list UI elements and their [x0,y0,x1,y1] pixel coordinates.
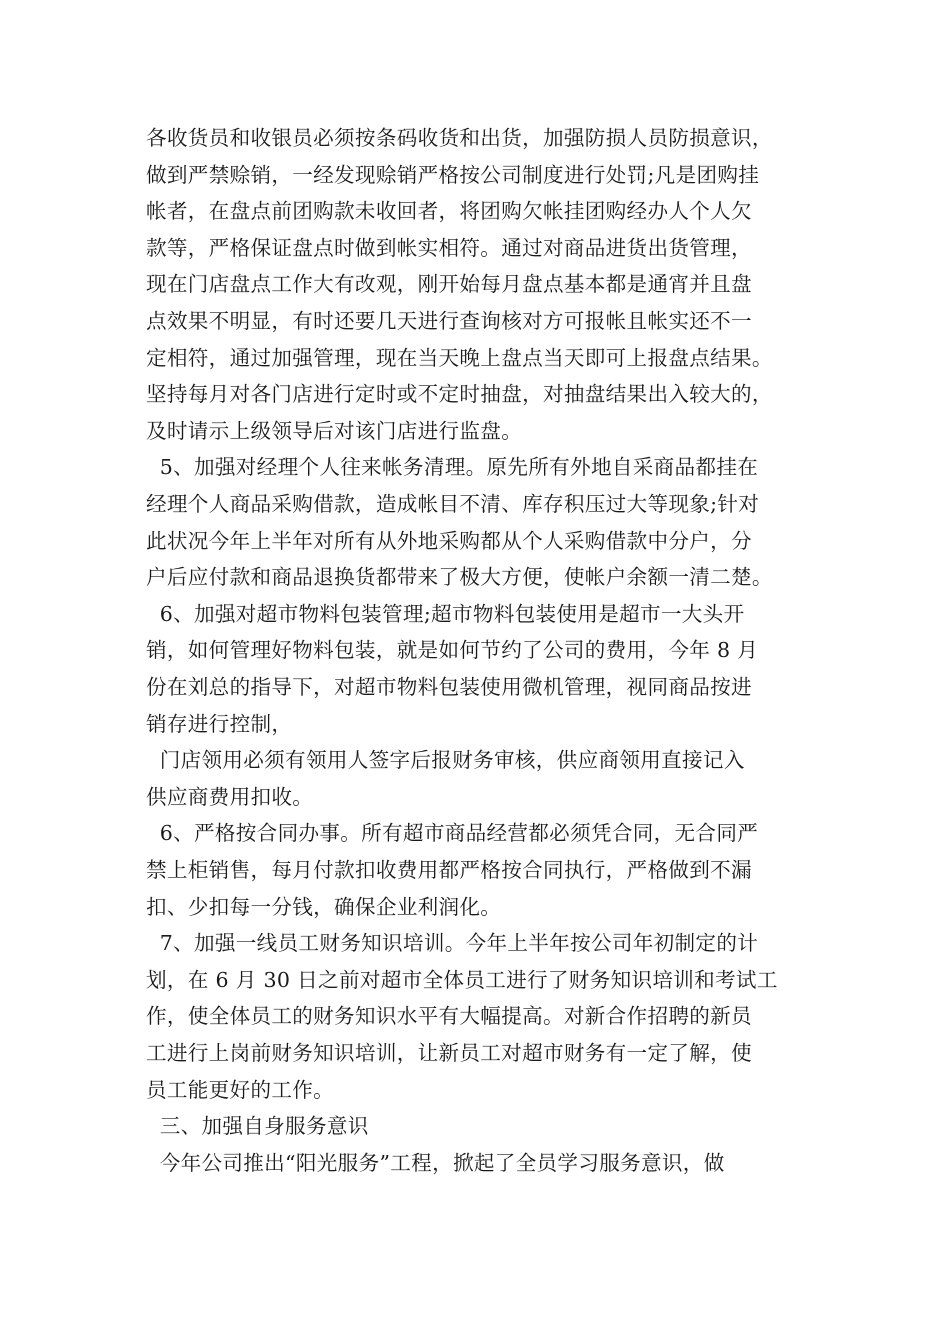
text-line: 经理个人商品采购借款，造成帐目不清、库存积压过大等现象;针对 [146,492,760,516]
text-line: 禁上柜销售，每月付款扣收费用都严格按合同执行，严格做到不漏 [146,858,752,882]
text-line: 款等，严格保证盘点时做到帐实相符。通过对商品进货出货管理， [146,235,752,260]
text-line: 此状况今年上半年对所有从外地采购都从个人采购借款中分户，分 [146,528,752,553]
text-line: 供应商费用扣收。 [146,784,314,809]
text-line: 6、严格按合同办事。所有超市商品经营都必须凭合同，无合同严 [146,821,759,846]
text-line: 做到严禁赊销，一经发现赊销严格按公司制度进行处罚;凡是团购挂 [146,162,760,187]
text-line: 门店领用必须有领用人签字后报财务审核，供应商领用直接记入 [146,748,745,773]
text-line: 划，在 6 月 30 日之前对超市全体员工进行了财务知识培训和考试工 [146,967,778,992]
text-line: 销存进行控制， [146,711,293,736]
text-line: 点效果不明显，有时还要几天进行查询核对方可报帐且帐实还不一 [146,309,752,333]
text-line: 作，使全体员工的财务知识水平有大幅提高。对新合作招聘的新员 [146,1004,752,1029]
text-line: 6、加强对超市物料包装管理;超市物料包装使用是超市一大头开 [146,601,745,626]
text-line: 现在门店盘点工作大有改观，刚开始每月盘点基本都是通宵并且盘 [146,272,752,297]
text-line: 销，如何管理好物料包装，就是如何节约了公司的费用，今年 8 月 [146,638,759,663]
text-line: 工进行上岗前财务知识培训，让新员工对超市财务有一定了解，使 [146,1041,752,1065]
text-line: 5、加强对经理个人往来帐务清理。原先所有外地自采商品都挂在 [146,455,759,480]
text-line: 定相符，通过加强管理，现在当天晚上盘点当天即可上报盘点结果。 [146,345,773,370]
text-line: 7、加强一线员工财务知识培训。今年上半年按公司年初制定的计 [146,931,759,956]
text-line: 及时请示上级领导后对该门店进行监盘。 [146,418,523,443]
text-line: 帐者，在盘点前团购款未收回者，将团购欠帐挂团购经办人个人欠 [146,199,752,224]
text-line: 坚持每月对各门店进行定时或不定时抽盘，对抽盘结果出入较大的， [146,382,773,407]
text-line: 份在刘总的指导下，对超市物料包装使用微机管理，视同商品按进 [146,675,752,699]
text-line: 扣、少扣每一分钱，确保企业利润化。 [146,894,502,919]
text-line: 户后应付款和商品退换货都带来了极大方便，使帐户余额一清二楚。 [146,565,773,590]
text-line: 各收货员和收银员必须按条码收货和出货，加强防损人员防损意识， [146,126,773,150]
text-line: 今年公司推出“阳光服务”工程，掀起了全员学习服务意识，做 [146,1150,725,1175]
text-line: 三、加强自身服务意识 [146,1114,369,1139]
text-line: 员工能更好的工作。 [146,1077,335,1102]
